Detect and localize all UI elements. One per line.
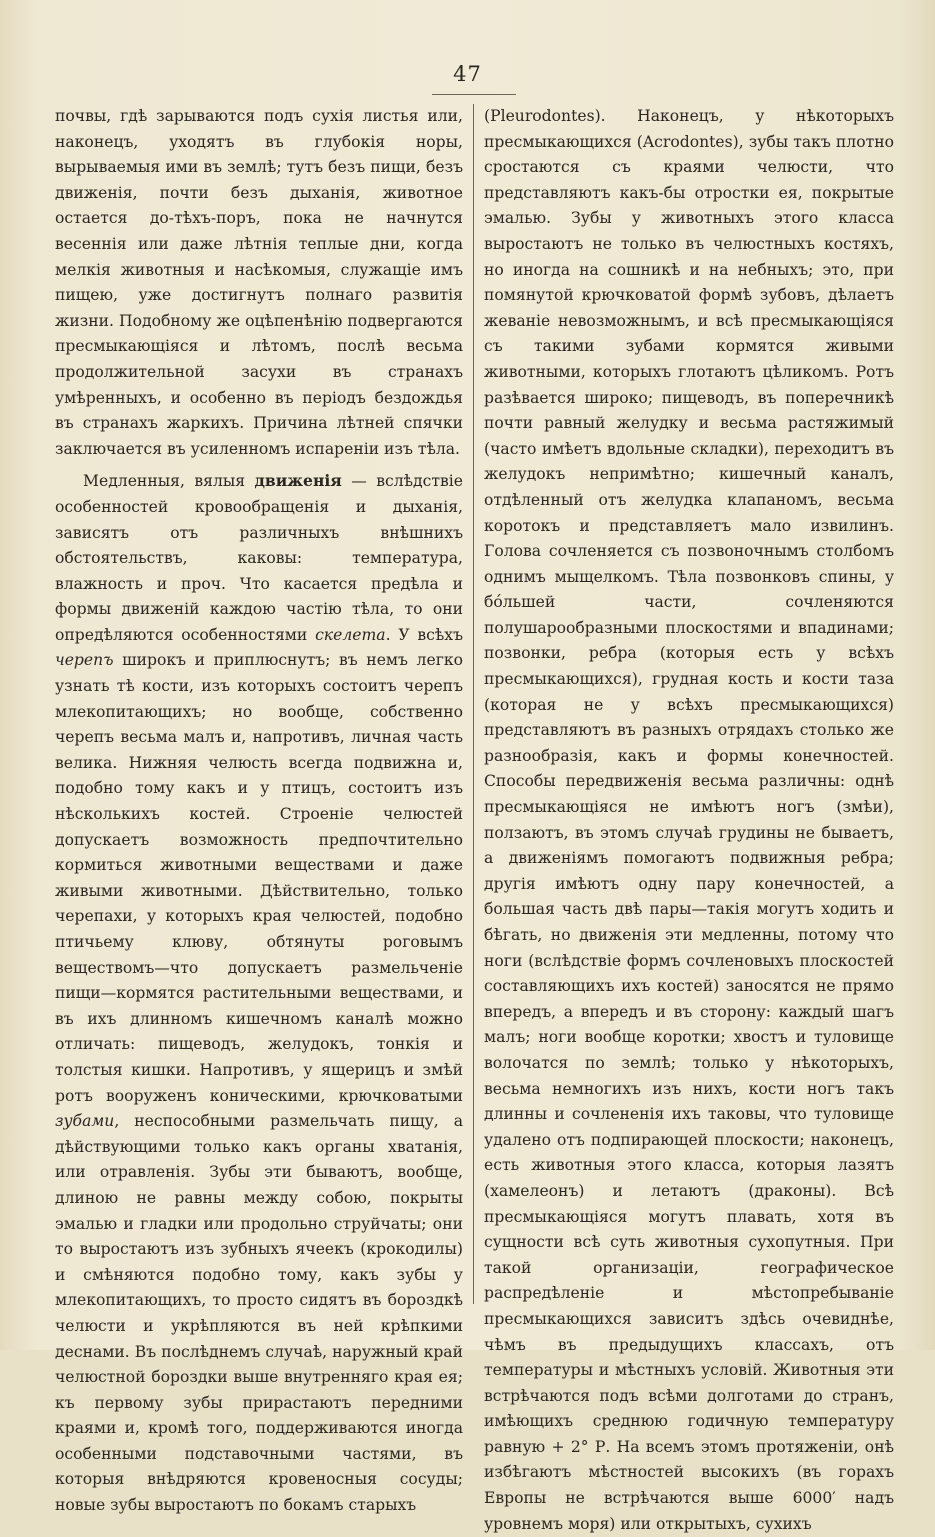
left-column — [55, 104, 463, 1519]
paragraph — [484, 104, 894, 1537]
paragraph — [55, 468, 463, 1518]
column-divider — [473, 104, 474, 1304]
text-run: . У всѣхъ — [385, 625, 463, 644]
text-run: (Pleurodontes). Наконецъ, у нѣкоторыхъ пресмыкающихся (Acrodontes), зубы такъ плотно сростаются съ краями челюсти, что представляютъ какъ-бы отростки ея, покрытые эмалью. Зубы у животныхъ этого класса выростаютъ не только въ челюстныхъ костяхъ, но иногда на сошникѣ и на небныхъ; это, при помянутой крючковатой формѣ зубовъ, дѣлаетъ жеваніе невозможнымъ, и всѣ пресмыкающіяся съ такими зубами кормятся живыми животными, которыхъ глотаютъ цѣликомъ. Ротъ разѣвается широко; пищеводъ, въ поперечникѣ почти равный желудку и весьма растяжимый (часто имѣетъ вдольные складки), переходитъ въ желудокъ непримѣтно; кишечный каналъ, отдѣленный отъ желудка клапаномъ, весьма коротокъ и представляетъ мало извилинъ. Голова сочленяется съ позвоночнымъ столбомъ однимъ мыщелкомъ. Тѣла позвонковъ спины, у бóльшей части, сочленяются полушарообразными плоскостями и впадинами; позвонки, ребра (которыя есть у всѣхъ пресмыкающихся), грудная кость и кости таза (которая не у всѣхъ пресмыкающихся) представляютъ въ разныхъ отрядахъ столько же разнообразія, какъ и формы конечностей. Способы передвиженія весьма различны: однѣ пресмыкающіяся не имѣютъ ногъ (змѣи), ползаютъ, въ этомъ случаѣ грудины не бываетъ, а движеніямъ помогаютъ подвижныя ребра; другія имѣютъ одну пару конечностей, а большая часть двѣ пары—такія могутъ ходить и бѣгать, но движенія эти медленны, потому что ноги (вслѣдствіе формъ сочленовыхъ плоскостей составляющихъ ихъ костей) заносятся не прямо впередъ, а впередъ и въ сторону: каждый шагъ малъ; ноги вообще коротки; хвостъ и туловище волочатся по землѣ; только у нѣкоторыхъ, весьма немногихъ изъ нихъ, кости ногъ такъ длинны и сочлененія ихъ таковы, что туловище удалено отъ подпирающей плоскости; наконецъ, есть животныя этого класса, которыя лазятъ (хамелеонъ) и летаютъ (драконы). Всѣ пресмыкающіяся могутъ плавать, хотя въ сущности всѣ суть животныя сухопутныя. При такой организаціи, географическое распредѣленіе и мѣстопребываніе пресмыкающихся зависитъ здѣсь очевиднѣе, чѣмъ въ предыдущихъ классахъ, отъ температуры и мѣстныхъ условій. Животныя эти встрѣчаются подъ всѣми долготами до странъ, имѣющихъ среднюю годичную температуру равную + 2° Р. На всемъ этомъ протяженіи, онѣ избѣгаютъ мѣстностей высокихъ (въ горахъ Европы не встрѣчаются выше 6000′ надъ уровнемъ моря) или открытыхъ, сухихъ — [484, 107, 894, 1533]
text-run: , неспособными размельчать пищу, а дѣйствующими только какъ органы хватанія, или отравленія. Зубы эти бываютъ, вообще, длиною не равны между собою, покрыты эмалью и гладки или продольно струйчаты; они то выростаютъ изъ зубныхъ ячеекъ (крокодилы) и смѣняются подобно тому, какъ зубы у млекопитающихъ, то просто сидятъ въ бороздкѣ челюсти и укрѣпляются въ ней крѣпкими деснами. Въ послѣднемъ случаѣ, наружный край челюстной бороздки выше внутренняго края ея; къ первому зубы прирастаютъ передними краями и, кромѣ того, поддерживаются иногда особенными подставочными частями, въ которыя внѣдряются кровеносныя сосуды; новые зубы выростаютъ по бокамъ старыхъ — [55, 1112, 463, 1515]
italic-term: скелета — [315, 625, 386, 644]
header-rule — [432, 94, 516, 95]
text-run: Медленныя, вялыя — [83, 472, 255, 491]
bold-term: движенія — [254, 471, 342, 491]
text-run: — вслѣдствіе особенностей кровообращенія и дыханія, зависятъ отъ различныхъ внѣшнихъ обстоятельствъ, каковы: температура, влажность и проч. Что касается предѣла и формы движеній каждою частію тѣла, то они опредѣляются особенностями — [55, 472, 463, 644]
paragraph — [55, 104, 463, 462]
italic-term: зубами — [55, 1112, 115, 1131]
text-run: почвы, гдѣ зарываются подъ сухія листья или, наконецъ, уходятъ въ глубокія норы, вырываемыя ими въ землѣ; тутъ безъ пищи, безъ движенія, почти безъ дыханія, животное остается до-тѣхъ-поръ, пока не начнутся весеннія или даже лѣтнія теплые дни, когда мелкія животныя и насѣкомыя, служащіе имъ пищею, уже достигнутъ полнаго развитія жизни. Подобному же оцѣпенѣнію подвергаются пресмыкающіяся и лѣтомъ, послѣ весьма продолжительной засухи въ странахъ умѣренныхъ, и особенно въ періодъ бездождья въ странахъ жаркихъ. Причина лѣтней спячки заключается въ усиленномъ испареніи изъ тѣла. — [55, 107, 463, 458]
right-column — [484, 104, 894, 1537]
page-number: 47 — [453, 62, 482, 86]
italic-term: черепъ — [55, 651, 114, 670]
text-run: широкъ и приплюснутъ; въ немъ легко узнать тѣ кости, изъ которыхъ состоитъ черепъ млекопитающихъ; но вообще, собственно черепъ весьма малъ и, напротивъ, личная часть велика. Нижняя челюсть всегда подвижна и, подобно тому какъ и у птицъ, состоитъ изъ нѣсколькихъ костей. Строеніе челюстей допускаетъ возможность предпочтительно кормиться животными веществами и даже живыми животными. Дѣйствительно, только черепахи, у которыхъ края челюстей, подобно птичьему клюву, обтянуты роговымъ веществомъ—что допускаетъ размельченіе пищи—кормятся растительными веществами, и въ ихъ длинномъ кишечномъ каналѣ можно отличать: пищеводъ, желудокъ, тонкія и толстыя кишки. Напротивъ, у ящерицъ и змѣй ротъ вооруженъ коническими, крючковатыми — [55, 651, 463, 1105]
